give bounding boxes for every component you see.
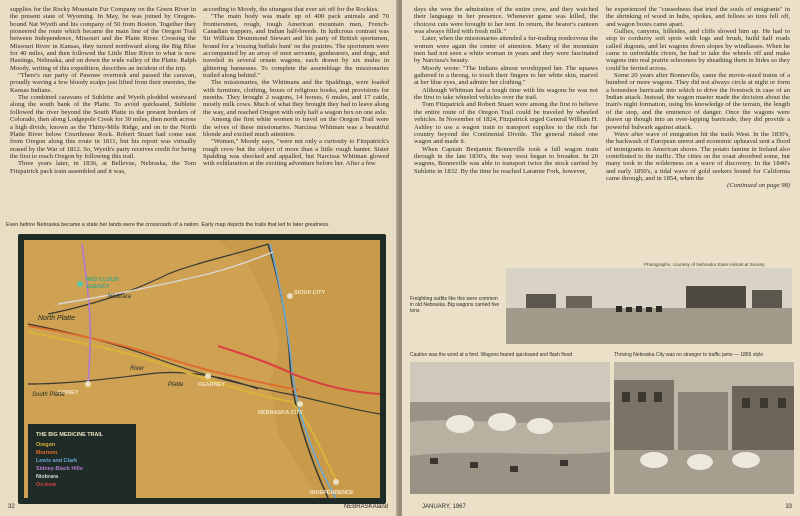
paragraph: "Women," Moody says, "were not only a curiosity to Fitzpatrick's rough crew but the object of more than a little rough banter. Sister Spalding was shocked and appalled, but Narcissa Whitman glowed with exhilaration at the exciting adventure before her. After a few bbox=[203, 138, 389, 168]
ford-photo bbox=[410, 362, 610, 494]
city-photo bbox=[614, 362, 794, 494]
legend-title: THE BIG MEDICINE TRAIL bbox=[36, 432, 104, 438]
north-platte-label: North Platte bbox=[38, 315, 75, 322]
photo-credit: Photographs, courtesy of Nebraska State Historical Society bbox=[644, 262, 765, 267]
legend-mormon: Mormon bbox=[36, 450, 58, 456]
ford-photo-drawing bbox=[410, 362, 610, 494]
sidney-marker bbox=[85, 381, 91, 387]
paragraph: When Captain Benjamin Bonneville took a full wagon train through in the late 1830's, the way west began to broaden. In 20 wagons, Bonneville was able to transport twice the stock carried by Sublette in 1832. By the time he reached Laramie Fork, however, bbox=[414, 145, 598, 175]
paragraph: Later, when the missionaries attended a fur-trading rendezvous the women were again the center of attention. Many of the mountain men had not seen a white woman in years and they were fascinated by Narcissa's beauty. bbox=[414, 35, 598, 65]
south-platte-label: South Platte bbox=[32, 392, 65, 398]
right-column-2 bbox=[606, 6, 790, 190]
paragraph: The combined caravans of Sublette and Wyeth plodded westward along the south bank of the Platte. To avoid quicksand, Sublette followed the river beyond the South Platte to the present borders of Colorado, then along Lodgepole Creek for 30 miles, then north across a high divide, known as the Thirty-Mile Ridge, and on to the North Platte River below Courthouse Rock. Robert Stuart had come east from Oregon along this route in 1811, but his report was virtually erased by the War of 1812. So, Wyeth's party receives credit for being the first to reach Oregon by following this trail. bbox=[10, 94, 196, 160]
platte-label: Platte bbox=[168, 382, 184, 388]
legend-sidney-black-hills: Sidney-Black Hills bbox=[36, 466, 83, 472]
paragraph: "The main body was made up of 400 pack animals and 70 frontiersmen, rough, tough American mountain men, French-Canadian trappers, and Indian half-breeds. In ludicrous contrast was Sir William Drummond Stewart and his party of British sportsmen, bound for a 'rousing buffalo hunt' on the prairies. The sportsmen were accompanied by an array of men servants, gunbearers, and dogs, and traveled in several ornate wagons, each drawn by six mules in glittering harnesses. To complete the assemblage the missionaries trailed along behind." bbox=[203, 13, 389, 80]
paragraph: Gullies, canyons, hillsides, and cliffs slowed him up. He had to stop to corduroy soft spots with logs and brush, build half roads called dugouts, and let wagons down slopes by windlasses. When he came to unfordable rivers, he had to take the wheels off and make wagons into real prairie schooners by sheathing them in hides so they could be ferried across. bbox=[606, 28, 790, 72]
sioux-city-marker bbox=[287, 293, 293, 299]
map-drawing bbox=[18, 234, 386, 504]
independence-marker bbox=[333, 479, 339, 485]
city-caption: Thriving Nebraska City was no stranger to traffic jams — 1865 style bbox=[614, 352, 764, 358]
freighting-photo-drawing bbox=[506, 268, 792, 344]
right-page bbox=[402, 0, 800, 516]
kearney-marker bbox=[205, 373, 211, 379]
paragraph: Moody wrote: "The Indians almost worshipped her. The squaws gathered in a throng, to touch their fingers to her white skin, marvel at her blue eyes, and admire her clothing." bbox=[414, 64, 598, 87]
sidney-label: SIDNEY bbox=[58, 390, 79, 396]
paragraph: "There's our party of Pawnee overtook and passed the caravan, proudly waving a few bloody scalps just lifted from their enemies, the Kansas Indians. bbox=[10, 72, 196, 94]
paragraph: The missionaries, the Whitmans and the Spaldings, were loaded with furniture, clothing, boxes of religious books, and provisions for months. They brought 2 wagons, 14 horses, 6 mules, and 17 cattle, mostly milk cows. Much of what they brought they had to leave along the way, and reached Oregon with only half a wagon box on one axle. bbox=[203, 79, 389, 116]
page-number-right: 33 bbox=[785, 504, 792, 510]
ford-caption: Caution was the word at a ford. Wagons feared quicksand and flash flood bbox=[410, 352, 573, 358]
kearney-label: KEARNEY bbox=[198, 382, 225, 388]
left-column-2 bbox=[203, 6, 389, 168]
legend-lewis-clark: Lewis and Clark bbox=[36, 458, 78, 464]
freighting-caption: Freighting outfits like this were common in old Nebraska. Big wagons carried five tons bbox=[410, 296, 500, 314]
sioux-city-label: SIOUX CITY bbox=[294, 290, 326, 296]
right-column-1 bbox=[414, 6, 598, 175]
independence-label: INDEPENDENCE bbox=[310, 490, 354, 496]
nebraska-city-marker bbox=[297, 401, 303, 407]
agency-label: AGENCY bbox=[86, 284, 110, 290]
freighting-photo bbox=[506, 268, 792, 344]
issue-date: JANUARY, 1967 bbox=[422, 504, 466, 510]
page-number-left: 32 bbox=[8, 504, 15, 510]
paragraph: supplies for the Rocky Mountain Fur Company on the Green River in the present state of Wyoming. In May, he was joined by Oregon-bound Nat Wyeth and his company of 50 from Boston. Together they pioneered the route which became the main line of the Oregon Trail between Independence, Missouri and the Platte River. Crossing the Missouri River in Kansas, they turned northward along the Big Blue for 40 miles, and then followed the Little Blue River to what is now Hastings, Nebraska, and on down the wide valley of the Platte. Ralph Moody, writing of this expedition, describes an incident of the trip. bbox=[10, 6, 196, 72]
red-cloud-label: RED CLOUD bbox=[86, 277, 119, 283]
river-label: River bbox=[130, 366, 145, 372]
niobrara-label: Niobrara bbox=[108, 294, 132, 300]
paragraph: Wave after wave of emigration hit the trails West. In the 1830's, the backwash of European unrest and economic upheaval sent a flood of immigrants to American shores. The potato famine in Ireland also contributed to the traffic. The cities on the coast absorbed some, but many took to the wilderness on a wave of discovery. In the 1840's and early 1850's, a tidal wave of gold seekers bound for California came through, and in 1854, when the bbox=[606, 130, 790, 182]
paragraph: Among the first white women to travel on the Oregon Trail were the wives of these missionaries. Narcissa Whitman was a beautiful blonde and excited much attention. bbox=[203, 116, 389, 138]
trail-map bbox=[18, 234, 386, 504]
legend-niobrara: Niobrara bbox=[36, 474, 59, 480]
legend-ox-bow: Ox-bow bbox=[36, 482, 56, 488]
city-photo-drawing bbox=[614, 362, 794, 494]
paragraph: Although Whitman had a tough time with his wagons he was not the first to take wheeled vehicles over the trail. bbox=[414, 86, 598, 102]
paragraph: he experienced the "cussedness that tried the souls of emigrants" in the shrinking of wood in hubs, spokes, and felloes so tires fell off, and wagon boxes came apart. bbox=[606, 6, 790, 28]
legend-oregon: Oregon bbox=[36, 442, 56, 448]
red-cloud-agency-marker bbox=[77, 281, 83, 287]
left-page bbox=[0, 0, 398, 516]
paragraph: Some 20 years after Bonneville, came the movie-sized trains of a hundred or more wagons. They did not always circle at night or form a horseshoe barricade into which to drive the livestock in case of an Indian attack. Instead, the wagon master made the decision about the train's night formation, using his knowledge of the terrain, the length of the stop, and the eminence of danger. Once the wagons were drawn up though into an over-lapping barricade, they did provide a powerful bulwark against attack. bbox=[606, 72, 790, 131]
continued-note: (Continued on page 98) bbox=[727, 182, 790, 190]
paragraph: Three years later, in 1836, at Bellevue, Nebraska, the Tom Fitzpatrick pack train assembled and it was, bbox=[10, 160, 196, 175]
paragraph: days she won the admiration of the entire crew, and they watched their language in her presence. Whenever game was killed, the choicest cuts were brought to her tent. In return, the bearer's canteen was always filled with fresh milk." bbox=[414, 6, 598, 36]
nebraska-city-label: NEBRASKA CITY bbox=[258, 410, 304, 416]
magazine-title: NEBRASKAland bbox=[343, 504, 388, 510]
paragraph: Tom Fitzpatrick and Robert Stuart were among the first to believe the entire route of the Oregon Trail could be traveled by wheeled vehicles. In November of 1824, Fitzpatrick urged General William H. Ashley to use a wagon train to transport supplies to the rich fur country beyond the Continental Divide. The general risked one wagon and made it. bbox=[414, 101, 598, 146]
map-caption: Even before Nebraska became a state her lands were the crossroads of a nation. Early map depicts the trails that led to later greatness bbox=[6, 222, 329, 228]
left-column-1 bbox=[10, 6, 196, 175]
paragraph: according to Moody, the strangest that ever set off for the Rockies. bbox=[203, 6, 379, 13]
